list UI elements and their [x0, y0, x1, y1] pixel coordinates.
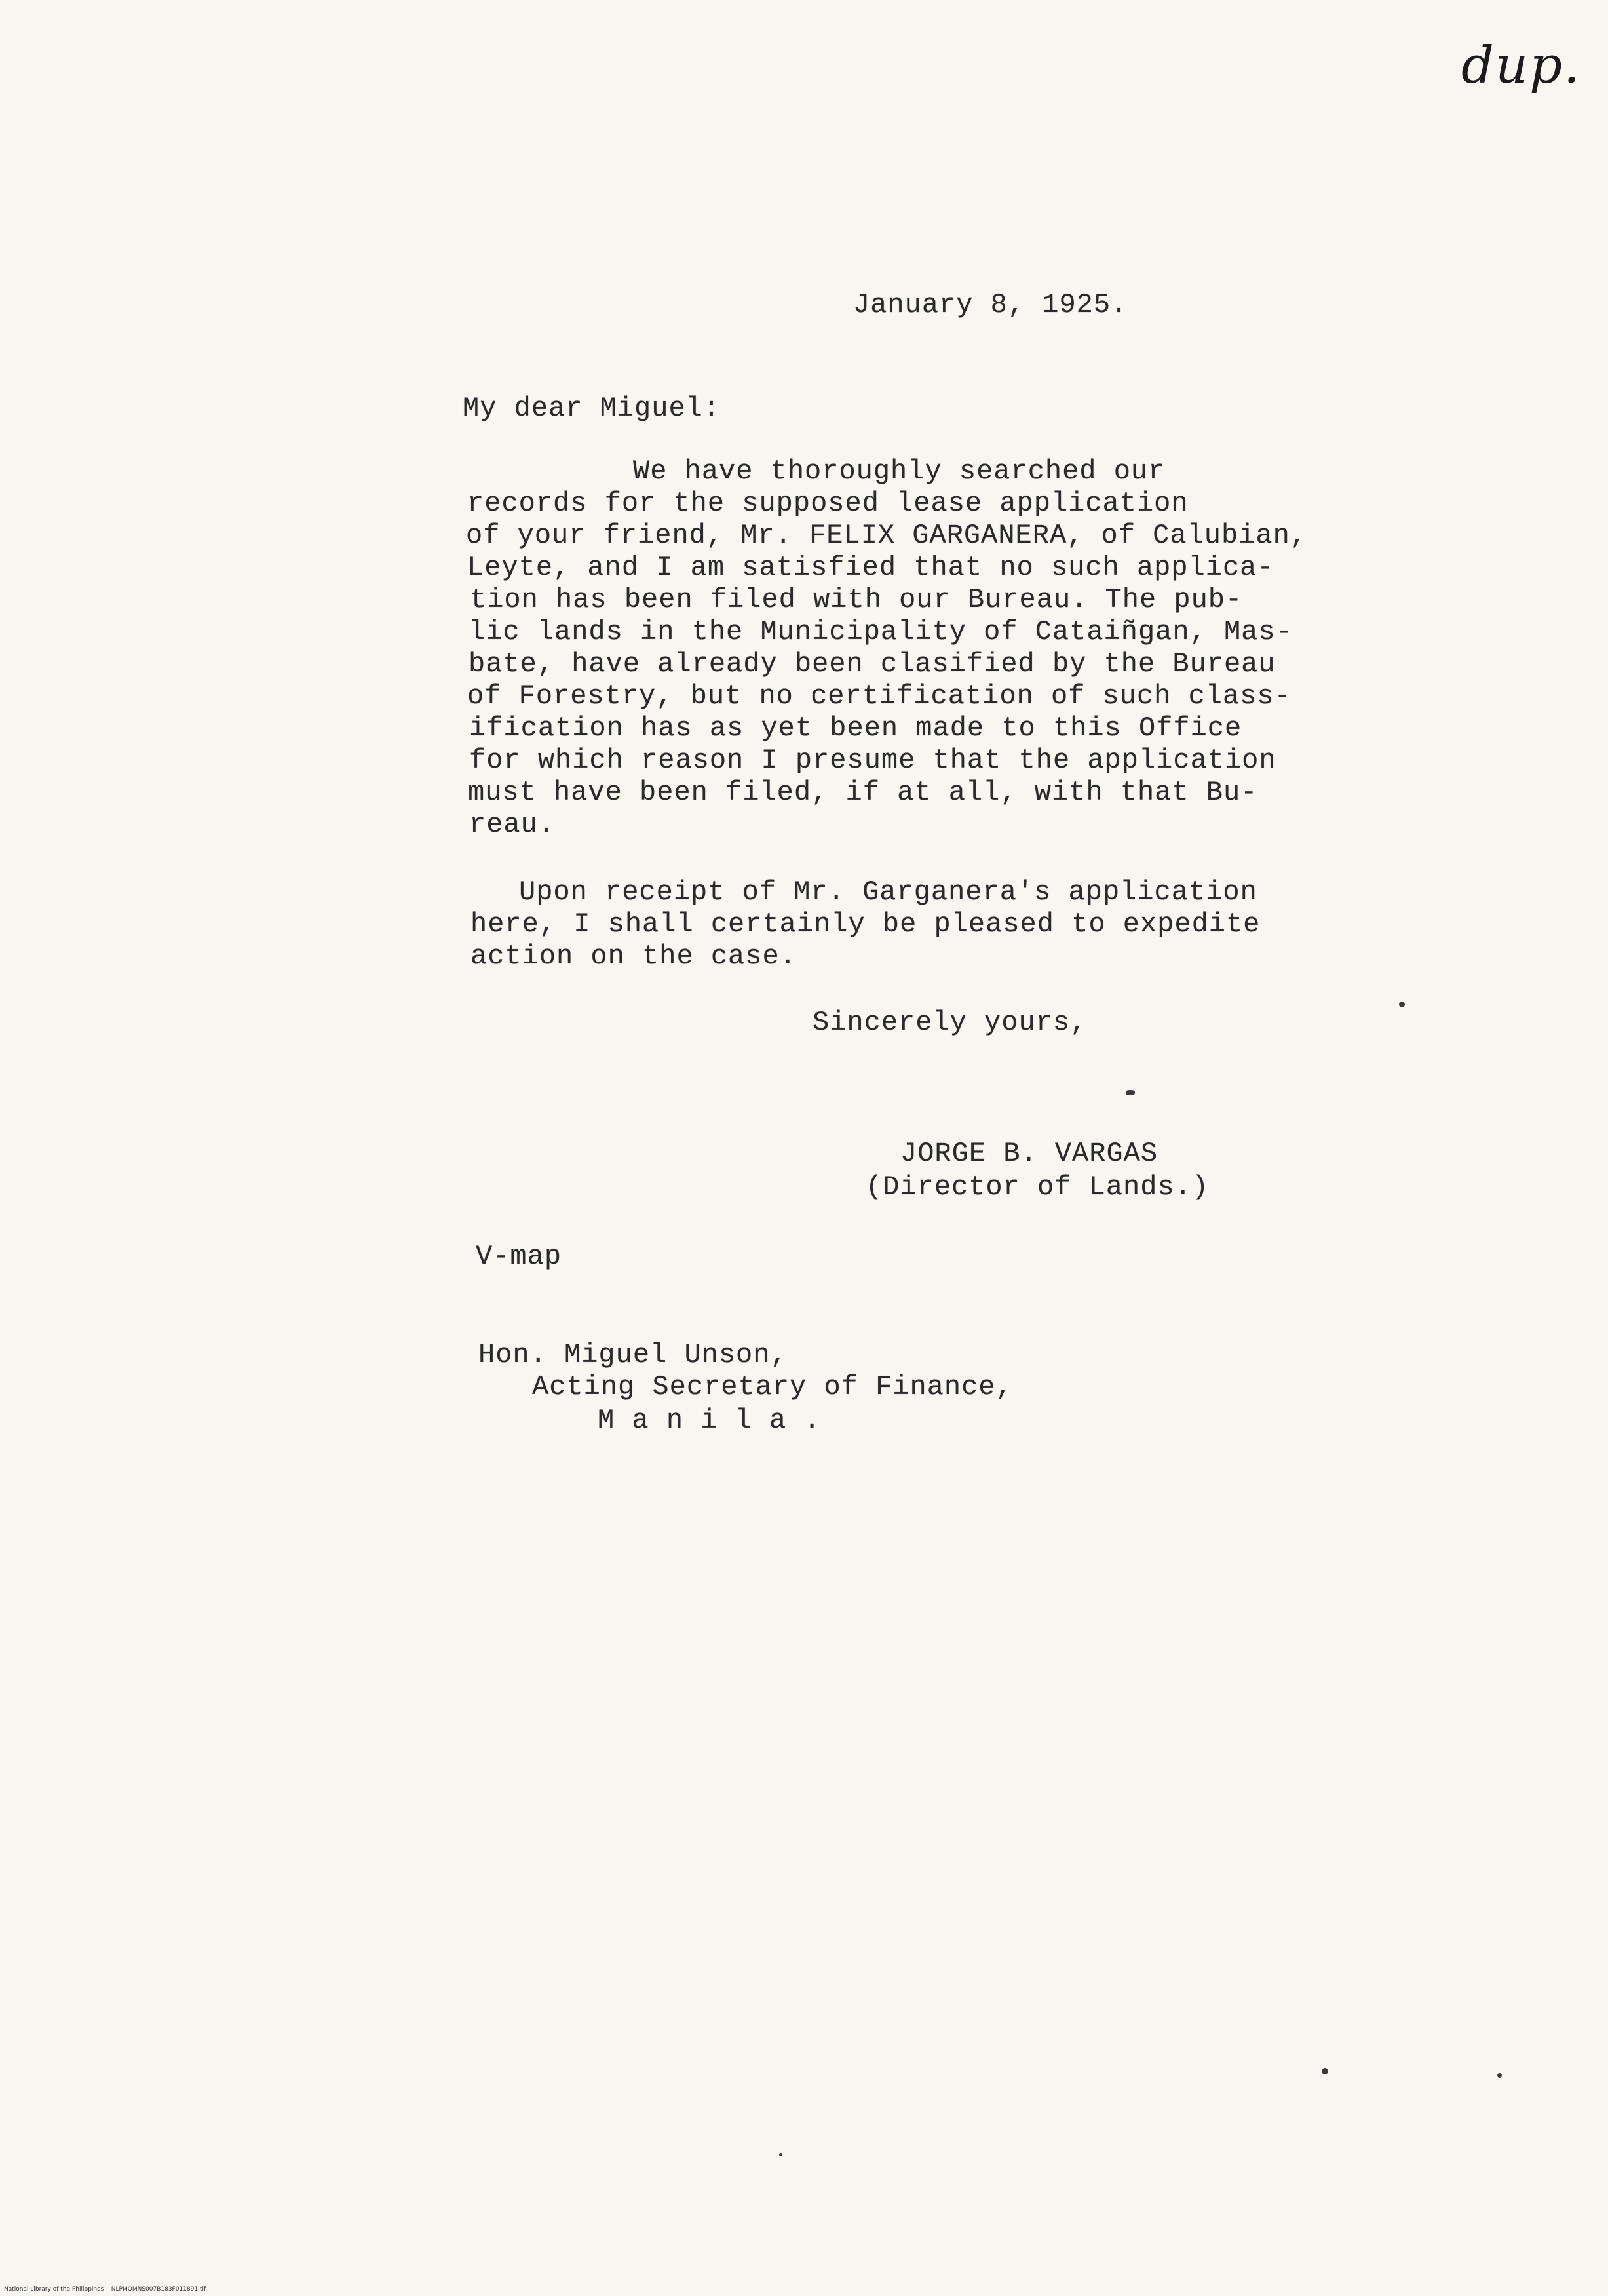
addressee-line: Acting Secretary of Finance, — [532, 1371, 1013, 1403]
reference-initials: V-map — [476, 1241, 562, 1272]
paragraph-1-line: ification has as yet been made to this Office — [469, 712, 1242, 744]
addressee-line: M a n i l a . — [598, 1405, 821, 1436]
paragraph-1-line: bate, have already been clasified by the Bureau — [469, 648, 1276, 680]
paragraph-1-line: tion has been filed with our Bureau. The pub- — [470, 584, 1243, 615]
paragraph-1-line: reau. — [469, 809, 556, 840]
paragraph-1-line: of Forestry, but no certification of such class- — [467, 680, 1292, 712]
addressee-line: Hon. Miguel Unson, — [478, 1339, 788, 1371]
letter-date: January 8, 1925. — [853, 289, 1128, 321]
handwritten-annotation: dup. — [1461, 36, 1581, 95]
paragraph-1-line: Leyte, and I am satisfied that no such applica- — [467, 552, 1274, 583]
salutation: My dear Miguel: — [463, 393, 721, 424]
signer-title: (Director of Lands.) — [866, 1171, 1210, 1203]
scan-speck — [1126, 1090, 1135, 1095]
paragraph-2-line: Upon receipt of Mr. Garganera's application — [519, 876, 1257, 908]
paragraph-1-line: We have thoroughly searched our — [633, 456, 1166, 487]
scan-speck — [1322, 2068, 1328, 2074]
paragraph-1-line: lic lands in the Municipality of Cataiñgan, Mas- — [469, 616, 1293, 648]
paragraph-1-line: for which reason I presume that the application — [469, 745, 1276, 776]
signer-name: JORGE B. VARGAS — [900, 1138, 1158, 1169]
closing: Sincerely yours, — [813, 1007, 1088, 1038]
paragraph-1-line: of your friend, Mr. FELIX GARGANERA, of Calubian, — [466, 520, 1308, 551]
scan-speck — [1497, 2073, 1502, 2078]
scan-speck — [779, 2153, 782, 2156]
paragraph-1-line: records for the supposed lease application — [467, 488, 1189, 519]
paragraph-1-line: must have been filed, if at all, with that Bu- — [468, 777, 1258, 808]
paragraph-2-line: here, I shall certainly be pleased to expedite — [470, 908, 1261, 940]
footer-credit: National Library of the Philippines NLPMQMNS007B183F011891.tif — [4, 2286, 206, 2293]
scan-speck — [1399, 1002, 1405, 1007]
paragraph-2-line: action on the case. — [470, 941, 797, 972]
